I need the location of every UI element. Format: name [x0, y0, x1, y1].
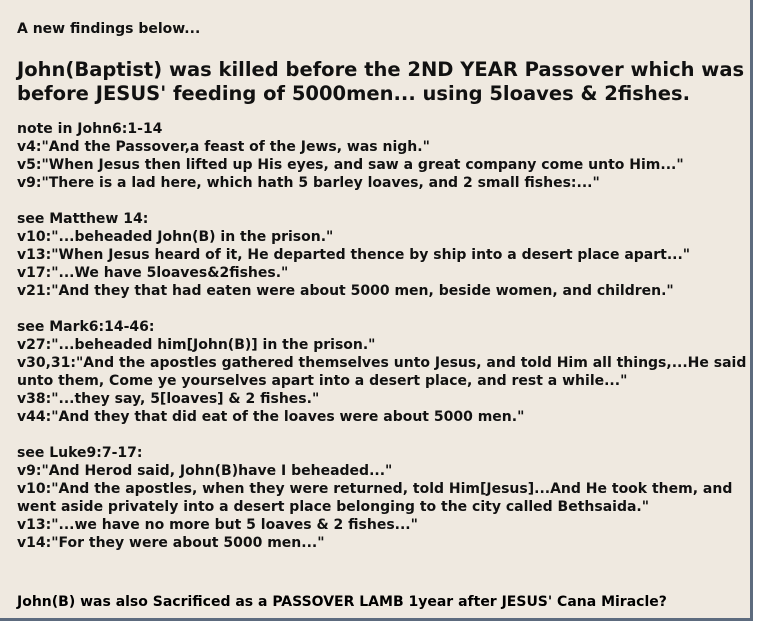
- verse-line: v9:"There is a lad here, which hath 5 barley loaves, and 2 small fishes:...": [17, 175, 600, 191]
- verse-line: v44:"And they that did eat of the loaves were about 5000 men.": [17, 409, 525, 425]
- section-heading: see Luke9:7-17:: [17, 445, 143, 461]
- verse-line: v14:"For they were about 5000 men...": [17, 535, 325, 551]
- verse-line: v9:"And Herod said, John(B)have I beheaded...": [17, 463, 393, 479]
- verse-line: v30,31:"And the apostles gathered themselves unto Jesus, and told Him all things,...He said unto them, Come ye yourselves apart into a desert place, and rest a while...": [17, 355, 747, 389]
- verse-line: v5:"When Jesus then lifted up His eyes, and saw a great company come unto Him...": [17, 157, 684, 173]
- document-body: [17, 20, 751, 570]
- verse-line: v13:"When Jesus heard of it, He departed thence by ship into a desert place apart...": [17, 247, 691, 263]
- mark-section: [17, 318, 751, 426]
- verse-line: v13:"...we have no more but 5 loaves & 2 fishes...": [17, 517, 418, 533]
- section-heading: see Matthew 14:: [17, 211, 149, 227]
- john-section: [17, 120, 751, 192]
- verse-line: v4:"And the Passover,a feast of the Jews, was nigh.": [17, 139, 430, 155]
- verse-line: v38:"...they say, 5[loaves] & 2 fishes.": [17, 391, 320, 407]
- section-heading: note in John6:1-14: [17, 121, 163, 137]
- intro-text: A new findings below...: [17, 21, 201, 37]
- closing-question: John(B) was also Sacrificed as a PASSOVER LAMB 1year after JESUS' Cana Miracle?: [17, 594, 667, 610]
- verse-line: v21:"And they that had eaten were about 5000 men, beside women, and children.": [17, 283, 674, 299]
- verse-line: v10:"And the apostles, when they were returned, told Him[Jesus]...And He took them, and went aside privately into a desert place belonging to the city called Bethsaida.": [17, 481, 733, 515]
- headline: John(Baptist) was killed before the 2ND YEAR Passover which was before JESUS' feeding of 5000men... using 5loaves & 2fishes.: [17, 58, 745, 105]
- verse-line: v17:"...We have 5loaves&2fishes.": [17, 265, 289, 281]
- luke-section: [17, 444, 751, 552]
- verse-line: v10:"...beheaded John(B) in the prison.": [17, 229, 334, 245]
- section-heading: see Mark6:14-46:: [17, 319, 155, 335]
- matthew-section: [17, 210, 751, 300]
- verse-line: v27:"...beheaded him[John(B)] in the prison.": [17, 337, 376, 353]
